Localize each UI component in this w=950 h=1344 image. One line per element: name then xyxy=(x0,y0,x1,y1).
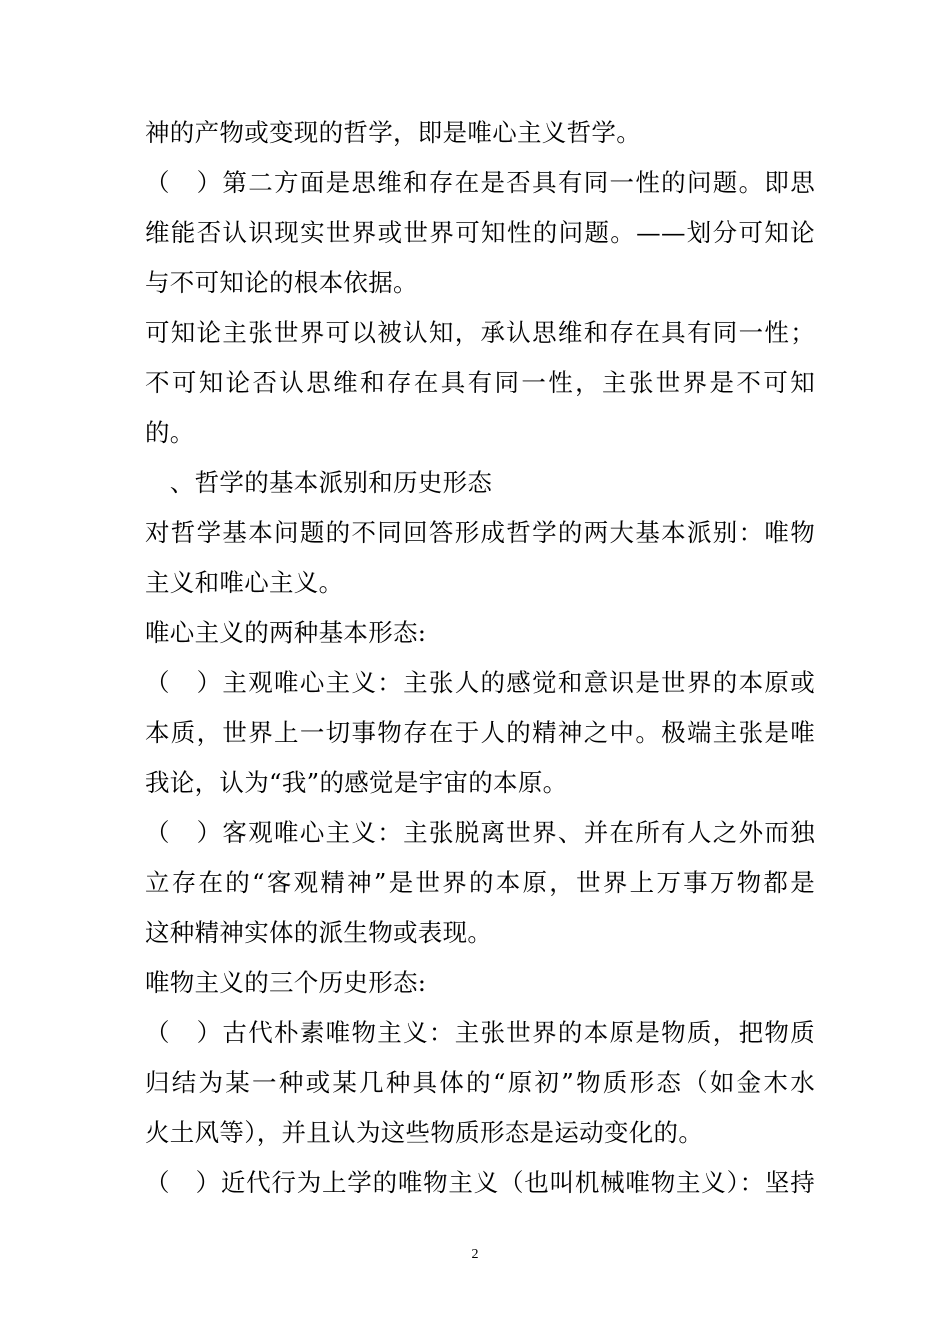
text-line: （ ）近代行为上学的唯物主义（也叫机械唯物主义）：坚持 xyxy=(145,1168,815,1197)
text-line: 唯物主义的三个历史形态: xyxy=(145,968,427,997)
text-line: 的。 xyxy=(145,418,195,447)
text-line: （ ）古代朴素唯物主义：主张世界的本原是物质，把物质 xyxy=(145,1018,815,1047)
text-line: 可知论主张世界可以被认知，承认思维和存在具有同一性； xyxy=(145,318,815,347)
text-line: （ ）主观唯心主义：主张人的感觉和意识是世界的本原或 xyxy=(145,668,815,697)
text-line: 火土风等），并且认为这些物质形态是运动变化的。 xyxy=(145,1118,704,1147)
text-line: 对哲学基本问题的不同回答形成哲学的两大基本派别：唯物 xyxy=(145,518,815,547)
text-line: 维能否认识现实世界或世界可知性的问题。——划分可知论 xyxy=(145,218,815,247)
document-body xyxy=(145,108,815,1208)
page-number: 2 xyxy=(471,1247,479,1262)
text-line: 、哲学的基本派别和历史形态 xyxy=(145,468,493,497)
text-line: 本质，世界上一切事物存在于人的精神之中。极端主张是唯 xyxy=(145,718,815,747)
text-line: 这种精神实体的派生物或表现。 xyxy=(145,918,493,947)
text-line: 主义和唯心主义。 xyxy=(145,568,344,597)
text-line: （ ）第二方面是思维和存在是否具有同一性的问题。即思 xyxy=(145,168,815,197)
text-line: 神的产物或变现的哲学，即是唯心主义哲学。 xyxy=(145,118,641,147)
text-line: 不可知论否认思维和存在具有同一性，主张世界是不可知 xyxy=(145,368,815,397)
text-line: 与不可知论的根本依据。 xyxy=(145,268,418,297)
text-line: （ ）客观唯心主义：主张脱离世界、并在所有人之外而独 xyxy=(145,818,815,847)
text-line: 我论，认为“我”的感觉是宇宙的本原。 xyxy=(145,768,568,797)
text-line: 归结为某一种或某几种具体的“原初”物质形态（如金木水 xyxy=(145,1068,815,1097)
text-line: 立存在的“客观精神”是世界的本原，世界上万事万物都是 xyxy=(145,868,815,897)
text-line: 唯心主义的两种基本形态: xyxy=(145,618,427,647)
